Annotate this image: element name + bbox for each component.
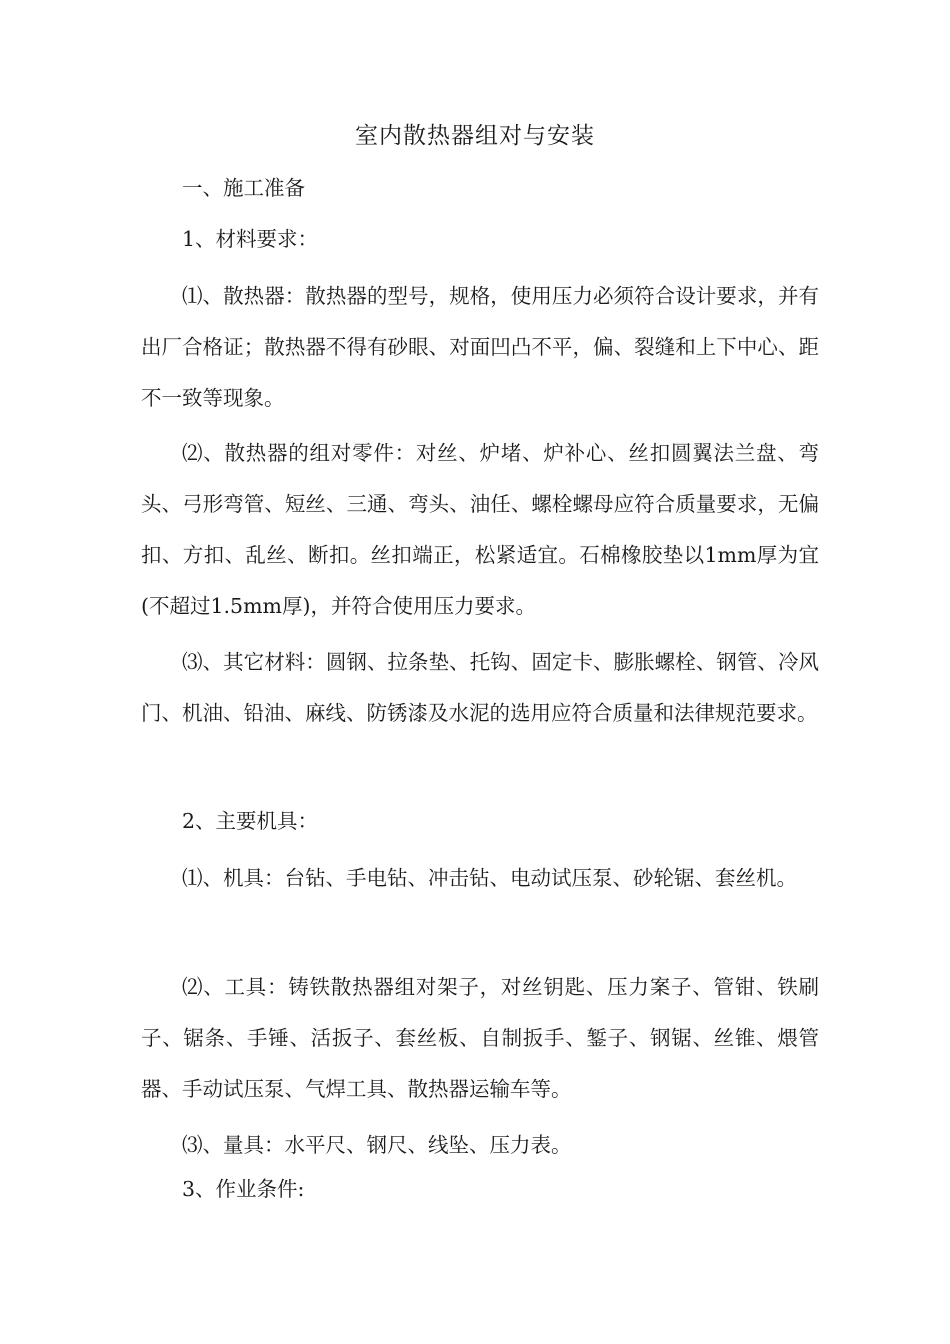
paragraph-measuring-tools: ⑶、量具：水平尺、钢尺、线坠、压力表。 [182, 1133, 572, 1157]
paragraph-other-materials: ⑶、其它材料：圆钢、拉条垫、托钩、固定卡、膨胀螺栓、钢管、冷风门、机油、铅油、麻线、防锈漆及水泥的选用应符合质量和法律规范要求。 [141, 650, 819, 725]
paragraph-assembly-parts: ⑵、散热器的组对零件：对丝、炉堵、炉补心、丝扣圆翼法兰盘、弯头、弓形弯管、短丝、三通、弯头、油任、螺栓螺母应符合质量要求，无偏扣、方扣、乱丝、断扣。丝扣端正，松紧适宜。石棉橡胶垫以1mm厚为宜(不超过1.5mm厚)，并符合使用压力要求。 [141, 441, 819, 618]
document-title: 室内散热器组对与安装 [355, 123, 595, 149]
paragraph-hand-tools: ⑵、工具：铸铁散热器组对架子，对丝钥匙、压力案子、管钳、铁刷子、锯条、手锤、活扳子、套丝板、自制扳手、錾子、钢锯、丝锥、煨管器、手动试压泵、气焊工具、散热器运输车等。 [141, 975, 819, 1101]
paragraph-machinery: ⑴、机具：台钻、手电钻、冲击钻、电动试压泵、砂轮锯、套丝机。 [182, 866, 797, 890]
subsection-heading-work-conditions: 3、作业条件: [182, 1177, 305, 1201]
section-heading-construction-prep: 一、施工准备 [182, 176, 305, 200]
paragraph-radiator: ⑴、散热器：散热器的型号，规格，使用压力必须符合设计要求，并有出厂合格证；散热器不得有砂眼、对面凹凸不平，偏、裂缝和上下中心、距不一致等现象。 [141, 284, 819, 410]
subsection-heading-material-requirements: 1、材料要求： [182, 227, 319, 251]
subsection-heading-main-tools: 2、主要机具： [182, 809, 319, 833]
